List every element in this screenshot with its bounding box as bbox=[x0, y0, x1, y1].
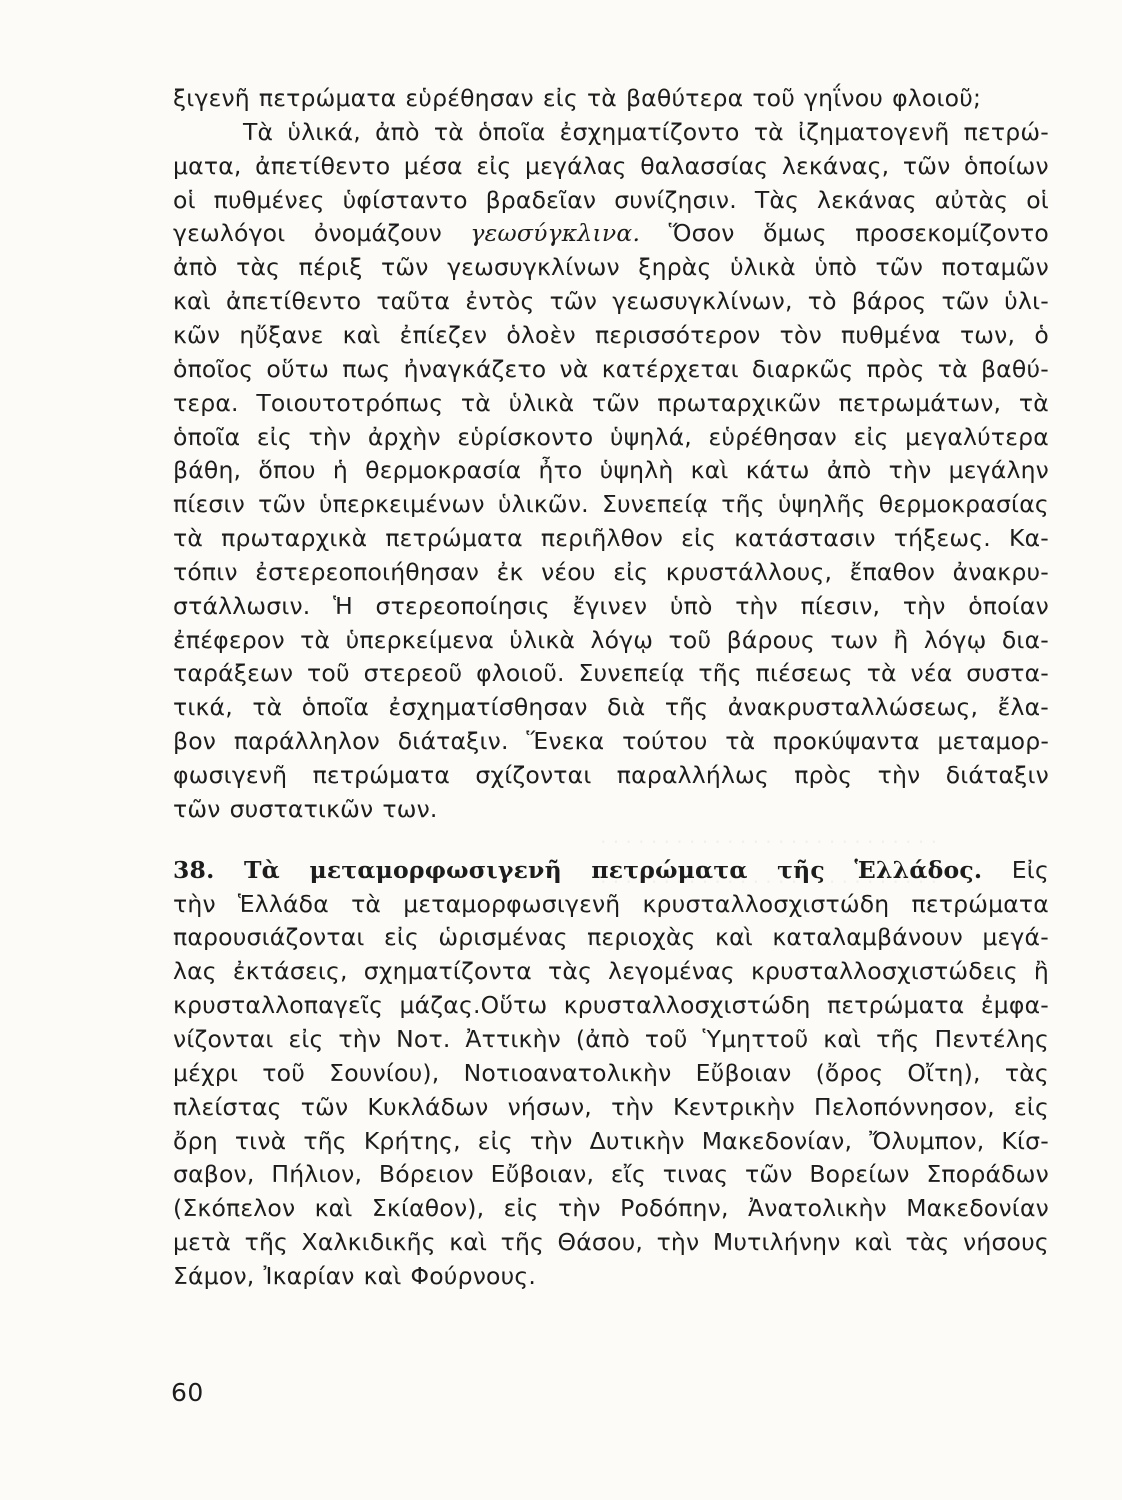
text-line: τόπιν ἐστερεοποιήθησαν ἐκ νέου εἰς κρυστάλλους, ἔπαθον ἀνακρυ- bbox=[173, 558, 1049, 586]
text-line: λας ἐκτάσεις, σχηματίζοντα τὰς λεγομένας κρυσταλλοσχιστώδεις ἢ bbox=[173, 957, 1049, 985]
text-line: τὴν Ἑλλάδα τὰ μεταμορφωσιγενῆ κρυσταλλοσχιστώδη πετρώματα bbox=[173, 890, 1049, 918]
text-line: ματα, ἀπετίθεντο μέσα εἰς μεγάλας θαλασσίας λεκάνας, τῶν ὁποίων bbox=[173, 152, 1049, 180]
text-line: κρυσταλλοπαγεῖς μάζας.Οὕτω κρυσταλλοσχιστώδη πετρώματα ἐμφα- bbox=[173, 991, 1049, 1019]
text-line: ἀπὸ τὰς πέριξ τῶν γεωσυγκλίνων ξηρὰς ὑλικὰ ὑπὸ τῶν ποταμῶν bbox=[173, 253, 1049, 281]
text-line: μετὰ τῆς Χαλκιδικῆς καὶ τῆς Θάσου, τὴν Μυτιλήνην καὶ τὰς νήσους bbox=[173, 1228, 1049, 1256]
text-line: ὁποῖος οὕτω πως ἠναγκάζετο νὰ κατέρχεται διαρκῶς πρὸς τὰ βαθύ- bbox=[173, 355, 1049, 383]
text-line: φωσιγενῆ πετρώματα σχίζονται παραλλήλως πρὸς τὴν διάταξιν bbox=[173, 761, 1049, 789]
text-line: (Σκόπελον καὶ Σκίαθον), εἰς τὴν Ροδόπην, Ἀνατολικὴν Μακεδονίαν bbox=[173, 1194, 1049, 1222]
text-line: ἐπέφερον τὰ ὑπερκείμενα ὑλικὰ λόγῳ τοῦ βάρους των ἢ λόγῳ δια- bbox=[173, 626, 1049, 654]
text-line: καὶ ἀπετίθεντο ταῦτα ἐντὸς τῶν γεωσυγκλίνων, τὸ βάρος τῶν ὑλι- bbox=[173, 287, 1049, 315]
text-line: κῶν ηὔξανε καὶ ἐπίεζεν ὁλοὲν περισσότερον τὸν πυθμένα των, ὁ bbox=[173, 321, 1049, 349]
text-line: Τὰ ὑλικά, ἀπὸ τὰ ὁποῖα ἐσχηματίζοντο τὰ ἰζηματογενῆ πετρώ- bbox=[243, 118, 1049, 146]
text-line: οἱ πυθμένες ὑφίσταντο βραδεῖαν συνίζησιν. Τὰς λεκάνας αὐτὰς οἱ bbox=[173, 186, 1049, 214]
page-number: 60 bbox=[171, 1378, 204, 1407]
text-line: πλείστας τῶν Κυκλάδων νήσων, τὴν Κεντρικὴν Πελοπόννησον, εἰς bbox=[173, 1093, 1049, 1121]
text-line: τικά, τὰ ὁποῖα ἐσχηματίσθησαν διὰ τῆς ἀνακρυσταλλώσεως, ἔλα- bbox=[173, 693, 1049, 721]
text-line: ταράξεων τοῦ στερεοῦ φλοιοῦ. Συνεπείᾳ τῆς πιέσεως τὰ νέα συστα- bbox=[173, 659, 1049, 687]
text-line: βάθη, ὅπου ἡ θερμοκρασία ἦτο ὑψηλὴ καὶ κάτω ἀπὸ τὴν μεγάλην bbox=[173, 456, 1049, 484]
text-line: νίζονται εἰς τὴν Νοτ. Ἀττικὴν (ἀπὸ τοῦ Ὑμηττοῦ καὶ τῆς Πεντέλης bbox=[173, 1025, 1049, 1053]
text-line: Σάμον, Ἰκαρίαν καὶ Φούρνους. bbox=[173, 1262, 537, 1290]
text-line: γεωλόγοι ὀνομάζουν γεωσύγκλινα. Ὅσον ὅμως προσεκομίζοντο bbox=[173, 219, 1049, 247]
text-line: τερα. Τοιουτοτρόπως τὰ ὑλικὰ τῶν πρωταρχικῶν πετρωμάτων, τὰ bbox=[173, 389, 1049, 417]
text-line: βον παράλληλον διάταξιν. Ἕνεκα τούτου τὰ προκύψαντα μεταμορ- bbox=[173, 727, 1049, 755]
text-line: παρουσιάζονται εἰς ὡρισμένας περιοχὰς καὶ καταλαμβάνουν μεγά- bbox=[173, 923, 1049, 951]
text-line: ξιγενῆ πετρώματα εὑρέθησαν εἰς τὰ βαθύτερα τοῦ γηΐνου φλοιοῦ; bbox=[173, 84, 982, 112]
text-line: ὄρη τινὰ τῆς Κρήτης, εἰς τὴν Δυτικὴν Μακεδονίαν, Ὄλυμπον, Κίσ- bbox=[173, 1127, 1049, 1155]
text-line: μέχρι τοῦ Σουνίου), Νοτιοανατολικὴν Εὔβοιαν (ὄρος Οἴτη), τὰς bbox=[173, 1059, 1049, 1087]
show-through-text bbox=[600, 830, 937, 854]
text-line: τῶν συστατικῶν των. bbox=[173, 795, 438, 823]
text-line: ὁποῖα εἰς τὴν ἀρχὴν εὑρίσκοντο ὑψηλά, εὑρέθησαν εἰς μεγαλύτερα bbox=[173, 423, 1049, 451]
text-line: πίεσιν τῶν ὑπερκειμένων ὑλικῶν. Συνεπείᾳ τῆς ὑψηλῆς θερμοκρασίας bbox=[173, 490, 1049, 518]
text-line: τὰ πρωταρχικὰ πετρώματα περιῆλθον εἰς κατάστασιν τήξεως. Κα- bbox=[173, 524, 1049, 552]
text-line: σαβον, Πήλιον, Βόρειον Εὔβοιαν, εἴς τινας τῶν Βορείων Σποράδων bbox=[173, 1160, 1049, 1188]
text-line: 38. Τὰ μεταμορφωσιγενῆ πετρώματα τῆς Ἑλλάδος. Εἰς bbox=[173, 856, 1049, 884]
text-line: στάλλωσιν. Ἡ στερεοποίησις ἔγινεν ὑπὸ τὴν πίεσιν, τὴν ὁποίαν bbox=[173, 592, 1049, 620]
